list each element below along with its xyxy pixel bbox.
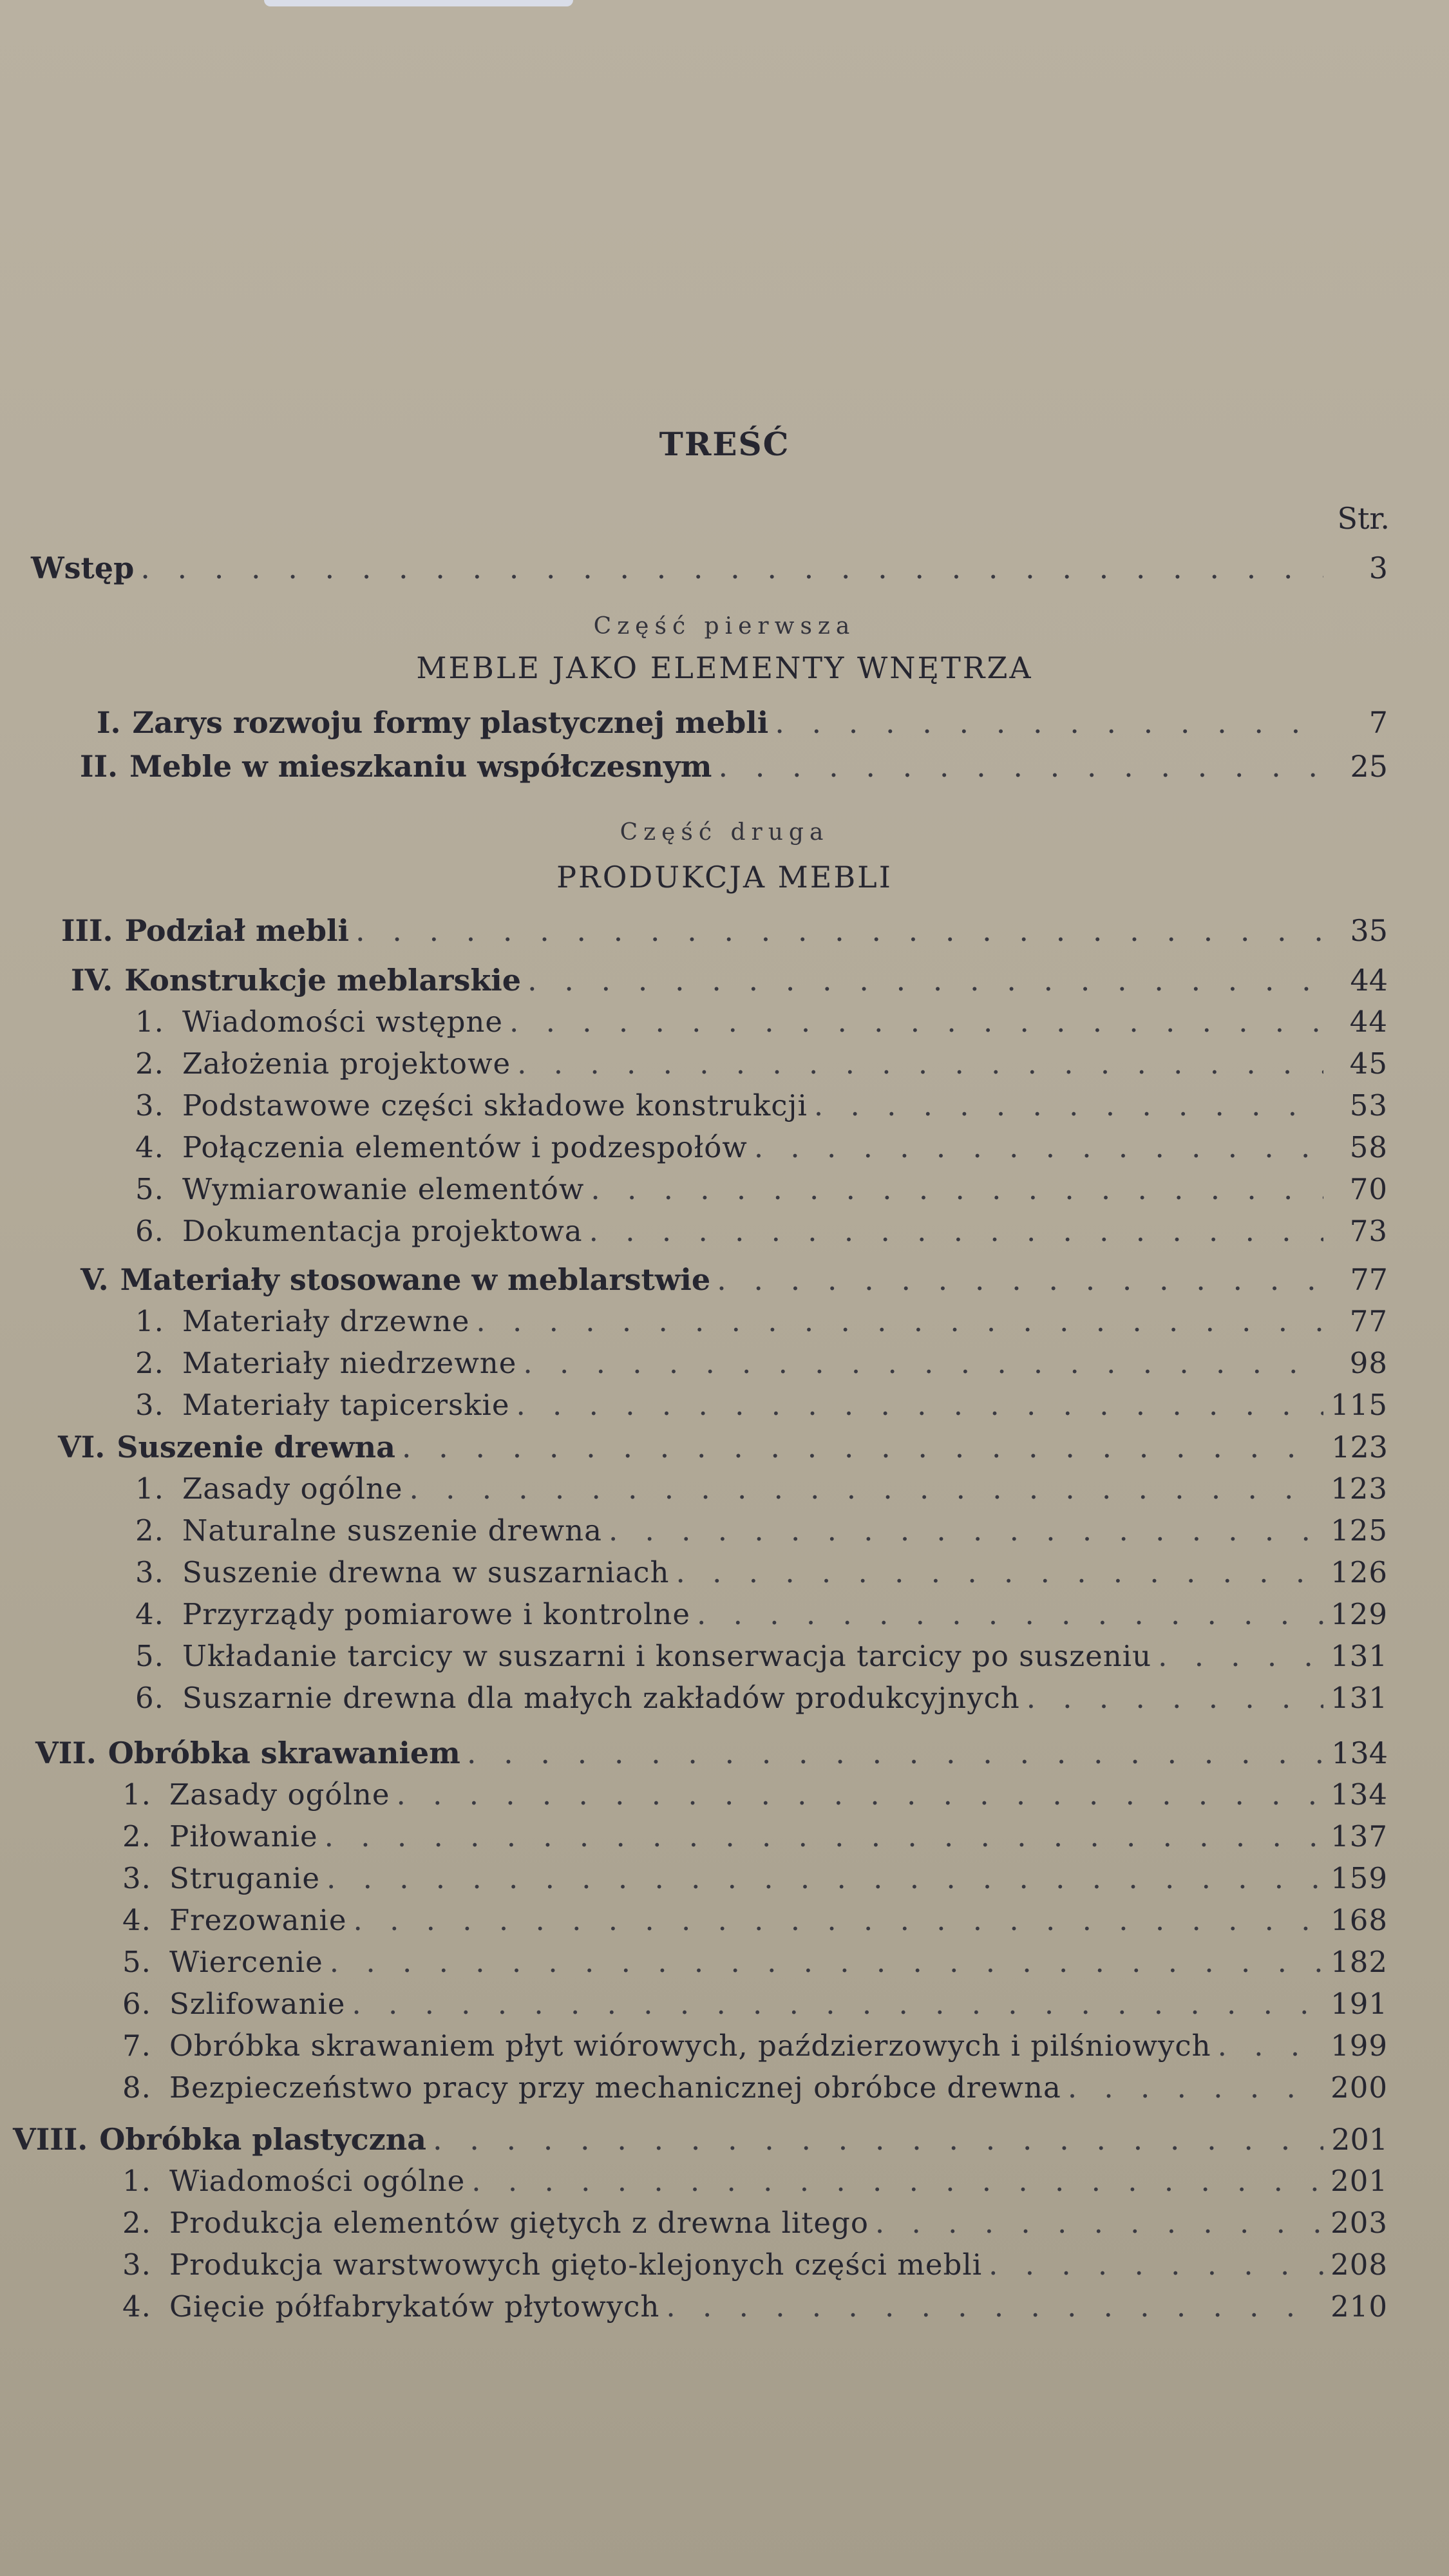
toc-row-number: 2. xyxy=(135,1046,164,1081)
toc-row-page: 45 xyxy=(1349,1046,1388,1081)
toc-row-page: 58 xyxy=(1349,1130,1388,1164)
toc-row-number: 4. xyxy=(122,1903,151,1937)
dot-leader xyxy=(330,1943,1323,1982)
dot-leader xyxy=(875,2204,1323,2242)
toc-row-number: 6. xyxy=(135,1681,164,1715)
toc-row-label: Meble w mieszkaniu współczesnym xyxy=(129,749,712,784)
toc-row-chapter-ii xyxy=(80,747,1388,786)
toc-row-number: 3. xyxy=(135,1555,164,1589)
toc-row-label: Przyrządy pomiarowe i kontrolne xyxy=(182,1597,691,1631)
toc-row-page: 208 xyxy=(1331,2248,1388,2282)
toc-row-page: 129 xyxy=(1331,1597,1388,1631)
toc-row-section xyxy=(135,1637,1388,1676)
toc-row-number: I. xyxy=(97,705,121,740)
toc-row-label: Dokumentacja projektowa xyxy=(182,1214,583,1248)
toc-row-page: 3 xyxy=(1368,551,1388,585)
toc-row-number: II. xyxy=(80,749,118,784)
toc-row-chapter xyxy=(35,1734,1388,1772)
toc-row-label: Wymiarowanie elementów xyxy=(182,1172,585,1206)
toc-row-page: 53 xyxy=(1349,1088,1388,1122)
toc-row-section xyxy=(135,1386,1388,1425)
dot-leader xyxy=(718,747,1323,786)
toc-row-label: Wstęp xyxy=(31,551,135,585)
toc-row-section xyxy=(135,1212,1388,1251)
dot-leader xyxy=(352,1985,1323,2023)
dot-leader xyxy=(775,703,1323,742)
toc-row-label: Podział mebli xyxy=(124,913,349,948)
toc-row-label: Materiały niedrzewne xyxy=(182,1346,517,1380)
dot-leader xyxy=(402,1428,1323,1466)
toc-row-number: 1. xyxy=(135,1304,164,1338)
toc-row-section xyxy=(122,2246,1388,2284)
toc-row-page: 98 xyxy=(1349,1346,1388,1380)
toc-row-section xyxy=(135,1045,1388,1083)
toc-row-intro xyxy=(31,549,1388,587)
dot-leader xyxy=(396,1776,1323,1814)
toc-row-label: Piłowanie xyxy=(169,1819,318,1853)
toc-row-label: Suszenie drewna xyxy=(117,1430,395,1464)
dot-leader xyxy=(527,961,1323,999)
toc-row-number: 3. xyxy=(135,1388,164,1422)
toc-row-page: 123 xyxy=(1331,1472,1388,1506)
dot-leader xyxy=(327,1859,1323,1898)
toc-row-number: 2. xyxy=(122,2206,151,2240)
toc-row-number: 3. xyxy=(122,1861,151,1895)
toc-row-chapter xyxy=(80,1260,1388,1299)
toc-row-number: 6. xyxy=(122,1987,151,2021)
toc-row-number: III. xyxy=(61,913,113,948)
toc-row-number: 2. xyxy=(135,1346,164,1380)
toc-row-section xyxy=(135,1595,1388,1634)
dot-leader xyxy=(516,1386,1323,1425)
toc-row-section xyxy=(135,1553,1388,1592)
toc-row-label: Struganie xyxy=(169,1861,320,1895)
dot-leader xyxy=(433,2120,1323,2159)
dot-leader xyxy=(697,1595,1323,1634)
toc-row-number: 4. xyxy=(135,1130,164,1164)
toc-row-page: 199 xyxy=(1331,2029,1388,2063)
toc-row-page: 25 xyxy=(1350,749,1388,784)
toc-row-section xyxy=(135,1128,1388,1167)
toc-title: TREŚĆ xyxy=(659,425,790,463)
toc-row-label: Suszarnie drewna dla małych zakładów produkcyjnych xyxy=(182,1681,1020,1715)
toc-row-label: Materiały tapicerskie xyxy=(182,1388,510,1422)
toc-row-number: V. xyxy=(80,1262,109,1297)
toc-row-label: Produkcja warstwowych gięto-klejonych części mebli xyxy=(169,2248,983,2282)
toc-row-section xyxy=(122,2287,1388,2326)
toc-row-number: 2. xyxy=(135,1513,164,1548)
toc-row-page: 134 xyxy=(1331,1736,1388,1770)
toc-row-page: 126 xyxy=(1331,1555,1388,1589)
toc-row-number: 2. xyxy=(122,1819,151,1853)
toc-row-page: 134 xyxy=(1331,1777,1388,1812)
toc-row-label: Układanie tarcicy w suszarni i konserwacja tarcicy po suszeniu xyxy=(182,1639,1152,1673)
toc-row-section xyxy=(135,1086,1388,1125)
toc-row-chapter xyxy=(61,911,1388,950)
toc-row-section xyxy=(135,1344,1388,1383)
toc-row-label: Suszenie drewna w suszarniach xyxy=(182,1555,670,1589)
toc-row-label: Obróbka plastyczna xyxy=(99,2122,426,2157)
dot-leader xyxy=(517,1045,1323,1083)
toc-row-label: Gięcie półfabrykatów płytowych xyxy=(169,2289,660,2324)
dot-leader xyxy=(1068,2069,1323,2107)
toc-row-label: Podstawowe części składowe konstrukcji xyxy=(182,1088,808,1122)
toc-row-chapter-i xyxy=(97,703,1388,742)
toc-row-page: 201 xyxy=(1331,2122,1388,2157)
toc-row-number: 1. xyxy=(122,1777,151,1812)
toc-row-number: 5. xyxy=(135,1172,164,1206)
dot-leader xyxy=(509,1003,1323,1041)
dot-leader xyxy=(666,2287,1323,2326)
toc-row-label: Obróbka skrawaniem płyt wiórowych, paździerzowych i pilśniowych xyxy=(169,2029,1211,2063)
toc-row-section xyxy=(122,1776,1388,1814)
toc-row-section xyxy=(122,1817,1388,1856)
toc-row-page: 44 xyxy=(1350,963,1388,998)
toc-row-section xyxy=(135,1170,1388,1209)
toc-row-label: Szlifowanie xyxy=(169,1987,346,2021)
toc-row-label: Wiadomości ogólne xyxy=(169,2164,466,2198)
toc-row-label: Zasady ogólne xyxy=(182,1472,403,1506)
dot-leader xyxy=(1027,1679,1323,1718)
toc-row-label: Zarys rozwoju formy plastycznej mebli xyxy=(132,705,769,740)
toc-row-page: 137 xyxy=(1331,1819,1388,1853)
toc-row-chapter xyxy=(13,2120,1388,2159)
dot-leader xyxy=(140,549,1323,587)
toc-row-section xyxy=(135,1302,1388,1341)
toc-row-number: 4. xyxy=(122,2289,151,2324)
dot-leader xyxy=(467,1734,1323,1772)
toc-row-label: Konstrukcje meblarskie xyxy=(124,963,522,998)
toc-row-section xyxy=(135,1003,1388,1041)
part-two-title: PRODUKCJA MEBLI xyxy=(556,860,893,895)
toc-row-label: Produkcja elementów giętych z drewna litego xyxy=(169,2206,869,2240)
toc-row-page: 182 xyxy=(1331,1945,1388,1979)
toc-row-number: 1. xyxy=(135,1005,164,1039)
toc-row-number: 1. xyxy=(122,2164,151,2198)
toc-row-label: Materiały drzewne xyxy=(182,1304,470,1338)
toc-row-section xyxy=(122,2027,1388,2065)
page-column-label: Str. xyxy=(1337,501,1390,536)
page-edge-strip xyxy=(264,0,573,6)
toc-row-label: Obróbka skrawaniem xyxy=(108,1736,460,1770)
toc-row-number: 1. xyxy=(135,1472,164,1506)
toc-row-page: 168 xyxy=(1331,1903,1388,1937)
toc-row-page: 115 xyxy=(1331,1388,1388,1422)
part-one-label: Część pierwsza xyxy=(593,613,856,639)
dot-leader xyxy=(355,911,1323,950)
toc-row-page: 125 xyxy=(1331,1513,1388,1548)
toc-row-label: Naturalne suszenie drewna xyxy=(182,1513,602,1548)
dot-leader xyxy=(471,2162,1323,2201)
toc-row-section xyxy=(122,1943,1388,1982)
dot-leader xyxy=(1158,1637,1323,1676)
toc-row-number: VIII. xyxy=(13,2122,88,2157)
toc-row-page: 201 xyxy=(1331,2164,1388,2198)
dot-leader xyxy=(1218,2027,1323,2065)
toc-row-page: 191 xyxy=(1331,1987,1388,2021)
toc-row-section xyxy=(135,1679,1388,1718)
toc-row-number: 3. xyxy=(122,2248,151,2282)
toc-row-section xyxy=(135,1511,1388,1550)
toc-row-label: Frezowanie xyxy=(169,1903,347,1937)
toc-row-section xyxy=(122,1901,1388,1940)
dot-leader xyxy=(609,1511,1323,1550)
dot-leader xyxy=(591,1170,1323,1209)
toc-row-page: 203 xyxy=(1331,2206,1388,2240)
dot-leader xyxy=(325,1817,1323,1856)
dot-leader xyxy=(814,1086,1323,1125)
toc-row-section xyxy=(122,2069,1388,2107)
dot-leader xyxy=(589,1212,1323,1251)
toc-row-number: VII. xyxy=(35,1736,97,1770)
toc-row-number: 3. xyxy=(135,1088,164,1122)
toc-row-section xyxy=(135,1470,1388,1508)
toc-row-page: 131 xyxy=(1331,1681,1388,1715)
toc-row-chapter xyxy=(71,961,1388,999)
toc-row-section xyxy=(122,1859,1388,1898)
toc-row-label: Połączenia elementów i podzespołów xyxy=(182,1130,748,1164)
dot-leader xyxy=(676,1553,1324,1592)
dot-leader xyxy=(754,1128,1323,1167)
toc-row-label: Wiercenie xyxy=(169,1945,323,1979)
toc-row-section xyxy=(122,2204,1388,2242)
toc-row-page: 70 xyxy=(1349,1172,1388,1206)
toc-row-page: 73 xyxy=(1349,1214,1388,1248)
toc-row-chapter xyxy=(58,1428,1388,1466)
dot-leader xyxy=(409,1470,1323,1508)
part-one-title: MEBLE JAKO ELEMENTY WNĘTRZA xyxy=(416,650,1033,685)
dot-leader xyxy=(989,2246,1323,2284)
toc-row-label: Bezpieczeństwo pracy przy mechanicznej obróbce drewna xyxy=(169,2070,1061,2105)
toc-row-page: 159 xyxy=(1331,1861,1388,1895)
dot-leader xyxy=(353,1901,1323,1940)
toc-row-number: 5. xyxy=(122,1945,151,1979)
toc-row-number: 8. xyxy=(122,2070,151,2105)
toc-row-number: 6. xyxy=(135,1214,164,1248)
toc-row-section xyxy=(122,2162,1388,2201)
toc-row-number: VI. xyxy=(58,1430,106,1464)
toc-row-page: 44 xyxy=(1349,1005,1388,1039)
toc-row-page: 210 xyxy=(1331,2289,1388,2324)
toc-row-number: 4. xyxy=(135,1597,164,1631)
toc-row-label: Założenia projektowe xyxy=(182,1046,511,1081)
toc-row-page: 77 xyxy=(1350,1262,1388,1297)
toc-row-label: Materiały stosowane w meblarstwie xyxy=(120,1262,711,1297)
toc-row-number: IV. xyxy=(71,963,113,998)
toc-row-page: 123 xyxy=(1331,1430,1388,1464)
toc-row-page: 200 xyxy=(1331,2070,1388,2105)
dot-leader xyxy=(717,1260,1323,1299)
toc-row-number: 5. xyxy=(135,1639,164,1673)
toc-row-label: Wiadomości wstępne xyxy=(182,1005,504,1039)
toc-row-page: 7 xyxy=(1368,705,1388,740)
dot-leader xyxy=(476,1302,1323,1341)
toc-row-page: 131 xyxy=(1331,1639,1388,1673)
part-two-label: Część druga xyxy=(620,819,829,846)
toc-row-number: 7. xyxy=(122,2029,151,2063)
toc-row-page: 77 xyxy=(1349,1304,1388,1338)
dot-leader xyxy=(523,1344,1323,1383)
toc-row-section xyxy=(122,1985,1388,2023)
toc-row-page: 35 xyxy=(1350,913,1388,948)
toc-row-label: Zasady ogólne xyxy=(169,1777,390,1812)
